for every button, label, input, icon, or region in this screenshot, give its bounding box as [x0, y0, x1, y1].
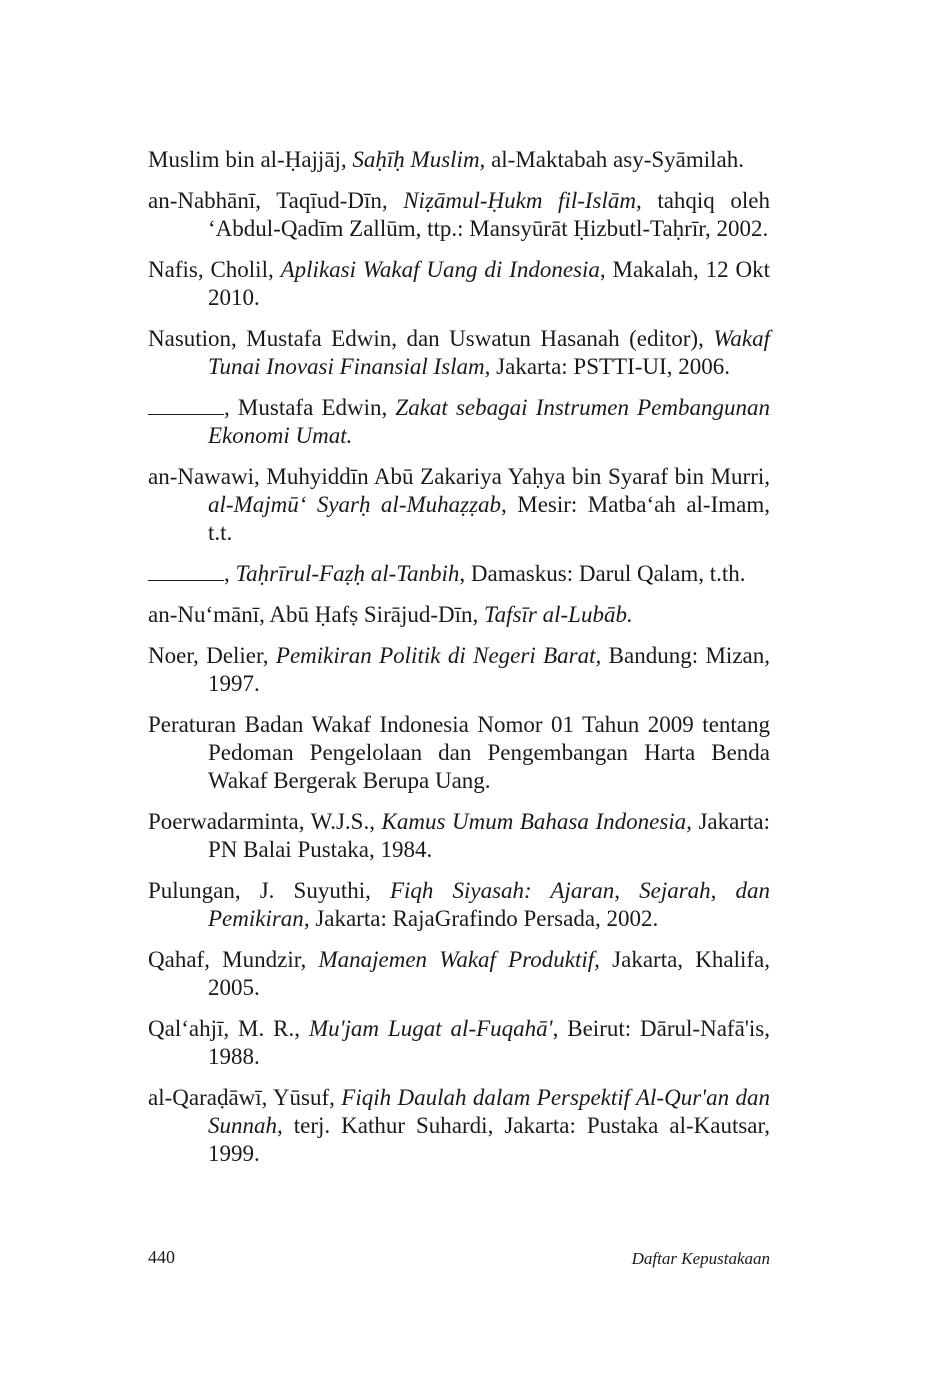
entry-text: an-Nu‘mānī, Abū Ḥafṣ Sirājud-Dīn,	[148, 602, 484, 627]
bibliography-entry	[148, 808, 770, 864]
entry-text: Noer, Delier,	[148, 643, 276, 668]
entry-text: , Mustafa Edwin,	[224, 395, 396, 420]
entry-text: Pulungan, J. Suyuthi,	[148, 878, 390, 903]
entry-text: an-Nabhānī, Taqīud-Dīn,	[148, 188, 404, 213]
page-number: 440	[148, 1247, 175, 1267]
entry-title-italic: al-Majmū‘ Syarḥ al-Muhaẓẓab	[208, 492, 502, 517]
entry-text: terj. Kathur Suhardi, Jakarta: Pustaka al-Kautsar, 1999.	[208, 1113, 770, 1166]
entry-text: Bandung: Mizan, 1997.	[208, 643, 770, 696]
bibliography-entry	[148, 463, 770, 547]
bibliography-entry	[148, 711, 770, 795]
bibliography-entry	[148, 146, 770, 174]
entry-title-italic: Taḥrīrul-Faẓḥ al-Tanbih	[235, 561, 460, 586]
entry-title-italic: Aplikasi Wakaf Uang di Indonesia	[280, 257, 600, 282]
bibliography-entry	[148, 394, 770, 450]
entry-title-italic: Niẓāmul-Ḥukm fil-Islām,	[403, 188, 642, 213]
entry-title-italic: Fiqih Daulah dalam Perspektif Al-Qur'an dan Sunnah,	[208, 1085, 770, 1138]
entry-text: , Mesir: Matba‘ah al-Imam, t.t.	[208, 492, 770, 545]
running-footer-title: Daftar Kepustakaan	[631, 1249, 770, 1268]
bibliography-entry	[148, 1015, 770, 1071]
entry-text: Muslim bin al-Ḥajjāj,	[148, 147, 353, 172]
bibliography-entry	[148, 946, 770, 1002]
bibliography-entry	[148, 325, 770, 381]
entry-text: Qahaf, Mundzir,	[148, 947, 319, 972]
entry-text: , Jakarta: RajaGrafindo Persada, 2002.	[303, 906, 659, 931]
entry-text: , Makalah, 12 Okt 2010.	[208, 257, 771, 310]
entry-text: Jakarta, Khalifa, 2005.	[208, 947, 771, 1000]
entry-title-italic: Fiqh Siyasah: Ajaran, Sejarah, dan Pemikiran	[208, 878, 770, 931]
entry-text: , Jakarta: PSTTI-UI, 2006.	[484, 354, 730, 379]
bibliography-entry	[148, 642, 770, 698]
entry-text: Poerwadarminta, W.J.S.,	[148, 809, 382, 834]
bibliography-entry	[148, 187, 770, 243]
entry-text: ,	[224, 561, 236, 586]
entry-text: tahqiq oleh ‘Abdul-Qadīm Zallūm, ttp.: Mansyūrāt Ḥizbutl-Taḥrīr, 2002.	[208, 188, 770, 241]
bibliography-entry	[148, 601, 770, 629]
entry-text: Nasution, Mustafa Edwin, dan Uswatun Hasanah (editor),	[148, 326, 714, 351]
bibliography-entry	[148, 256, 770, 312]
entry-title-italic: Tafsīr al-Lubāb.	[484, 602, 633, 627]
entry-text: Qal‘ahjī, M. R.,	[148, 1016, 309, 1041]
entry-text: an-Nawawi, Muhyiddīn Abū Zakariya Yaḥya bin Syaraf bin Murri,	[148, 464, 770, 489]
entry-title-italic: Wakaf Tunai Inovasi Finansial Islam	[208, 326, 770, 379]
entry-text: Peraturan Badan Wakaf Indonesia Nomor 01 Tahun 2009 tentang Pedoman Pengelolaan dan Pengembangan Harta Benda Wakaf Bergerak Berupa Uang.	[148, 712, 770, 793]
entry-text: , Beirut: Dārul-Nafā'is, 1988.	[208, 1016, 771, 1069]
entry-text: al-Maktabah asy-Syāmilah.	[485, 147, 744, 172]
entry-text: , Damaskus: Darul Qalam, t.th.	[459, 561, 746, 586]
entry-text: Jakarta: PN Balai Pustaka, 1984.	[208, 809, 770, 862]
entry-text: Nafis, Cholil,	[148, 257, 281, 282]
bibliography-list	[148, 146, 770, 1181]
entry-text: al-Qaraḍāwī, Yūsuf,	[148, 1085, 342, 1110]
bibliography-entry	[148, 560, 770, 588]
repeat-author-dash	[148, 396, 224, 415]
entry-title-italic: Manajemen Wakaf Produktif,	[318, 947, 600, 972]
entry-title-italic: Saḥīḥ Muslim,	[352, 147, 486, 172]
bibliography-entry	[148, 877, 770, 933]
entry-title-italic: Pemikiran Politik di Negeri Barat,	[275, 643, 602, 668]
entry-title-italic: Mu'jam Lugat al-Fuqahā'	[308, 1016, 553, 1041]
repeat-author-dash	[148, 562, 224, 581]
entry-title-italic: Zakat sebagai Instrumen Pembangunan Ekonomi Umat.	[208, 395, 770, 448]
bibliography-entry	[148, 1084, 770, 1168]
entry-title-italic: Kamus Umum Bahasa Indonesia,	[381, 809, 692, 834]
